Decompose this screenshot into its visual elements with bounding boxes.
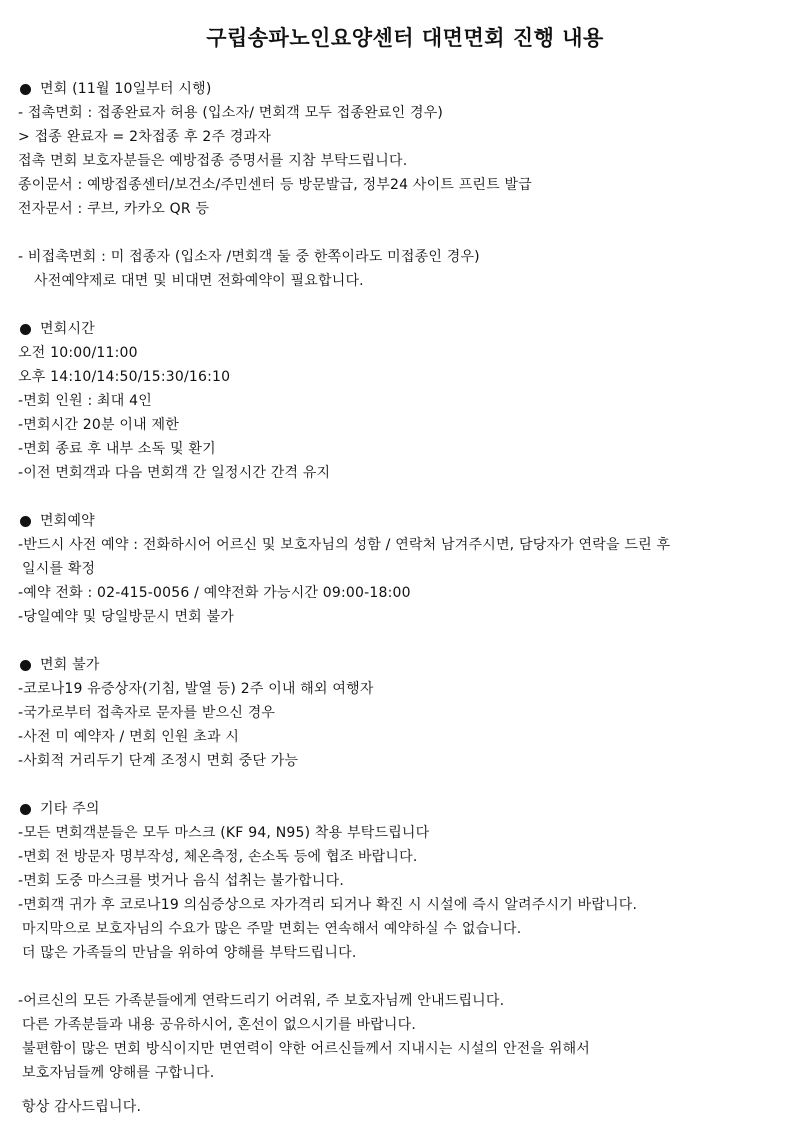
text-line: -면회 인원 : 최대 4인 bbox=[18, 393, 152, 409]
section-heading-not-allowed bbox=[18, 655, 100, 675]
text-line: 다른 가족분들과 내용 공유하시어, 혼선이 없으시기를 바랍니다. bbox=[22, 1017, 417, 1033]
text-line: 사전예약제로 대면 및 비대면 전화예약이 필요합니다. bbox=[34, 273, 364, 289]
text-line: -당일예약 및 당일방문시 면회 불가 bbox=[18, 609, 234, 625]
text-line: -코로나19 유증상자(기침, 발열 등) 2주 이내 해외 여행자 bbox=[18, 681, 374, 697]
text-line: 일시를 확정 bbox=[22, 561, 96, 577]
text-line: - 비접촉면회 : 미 접종자 (입소자 /면회객 둘 중 한쪽이라도 미접종인 경우) bbox=[18, 249, 480, 265]
section-heading-notes bbox=[18, 799, 100, 819]
text-line: 오후 14:10/14:50/15:30/16:10 bbox=[18, 369, 231, 385]
text-line: 접촉 면회 보호자분들은 예방접종 증명서를 지참 부탁드립니다. bbox=[18, 153, 408, 169]
text-line: -이전 면회객과 다음 면회객 간 일정시간 간격 유지 bbox=[18, 465, 331, 481]
text-line: -면회 전 방문자 명부작성, 체온측정, 손소독 등에 협조 바랍니다. bbox=[18, 849, 418, 865]
text-line: -면회객 귀가 후 코로나19 의심증상으로 자가격리 되거나 확진 시 시설에 즉시 알려주시기 바랍니다. bbox=[18, 897, 638, 913]
text-line: > 접종 완료자 = 2차접종 후 2주 경과자 bbox=[18, 129, 272, 145]
section-heading-text: 면회 (11월 10일부터 시행) bbox=[40, 81, 212, 97]
closing-text: 항상 감사드립니다. bbox=[22, 1099, 142, 1115]
section-heading-text: 기타 주의 bbox=[40, 801, 100, 817]
text-line: -면회 도중 마스크를 벗거나 음식 섭취는 불가합니다. bbox=[18, 873, 345, 889]
page-title: 구립송파노인요양센터 대면면회 진행 내용 bbox=[206, 26, 604, 50]
text-line: -사전 미 예약자 / 면회 인원 초과 시 bbox=[18, 729, 240, 745]
text-line: -어르신의 모든 가족분들에게 연락드리기 어려워, 주 보호자님께 안내드립니다. bbox=[18, 993, 505, 1009]
bullet-icon bbox=[20, 516, 31, 527]
bullet-icon bbox=[20, 660, 31, 671]
section-heading-text: 면회 불가 bbox=[40, 657, 100, 673]
text-line: -면회시간 20분 이내 제한 bbox=[18, 417, 179, 433]
section-heading-hours bbox=[18, 319, 95, 339]
text-line: -사회적 거리두기 단계 조정시 면회 중단 가능 bbox=[18, 753, 299, 769]
text-line: - 접촉면회 : 접종완료자 허용 (입소자/ 면회객 모두 접종완료인 경우) bbox=[18, 105, 444, 121]
text-line: 불편함이 많은 면회 방식이지만 면연력이 약한 어르신들께서 지내시는 시설의 안전을 위해서 bbox=[22, 1041, 591, 1057]
text-line: 마지막으로 보호자님의 수요가 많은 주말 면회는 연속해서 예약하실 수 없습니다. bbox=[22, 921, 522, 937]
text-line: 종이문서 : 예방접종센터/보건소/주민센터 등 방문발급, 정부24 사이트 프린트 발급 bbox=[18, 177, 532, 193]
text-line: -모든 면회객분들은 모두 마스크 (KF 94, N95) 착용 부탁드립니다 bbox=[18, 825, 430, 841]
text-line: 오전 10:00/11:00 bbox=[18, 345, 138, 361]
section-heading-visit bbox=[18, 79, 212, 99]
text-line: -반드시 사전 예약 : 전화하시어 어르신 및 보호자님의 성함 / 연락처 남겨주시면, 담당자가 연락을 드린 후 bbox=[18, 537, 671, 553]
text-line: -면회 종료 후 내부 소독 및 환기 bbox=[18, 441, 216, 457]
text-line: -국가로부터 접촉자로 문자를 받으신 경우 bbox=[18, 705, 276, 721]
text-line: -예약 전화 : 02-415-0056 / 예약전화 가능시간 09:00-18:00 bbox=[18, 585, 411, 601]
text-line: 보호자님들께 양해를 구합니다. bbox=[22, 1065, 215, 1081]
bullet-icon bbox=[20, 804, 31, 815]
section-heading-text: 면회예약 bbox=[40, 513, 95, 529]
section-heading-reservation bbox=[18, 511, 95, 531]
text-line: 전자문서 : 쿠브, 카카오 QR 등 bbox=[18, 201, 210, 217]
text-line: 더 많은 가족들의 만남을 위하여 양해를 부탁드립니다. bbox=[22, 945, 357, 961]
bullet-icon bbox=[20, 324, 31, 335]
section-heading-text: 면회시간 bbox=[40, 321, 95, 337]
bullet-icon bbox=[20, 84, 31, 95]
